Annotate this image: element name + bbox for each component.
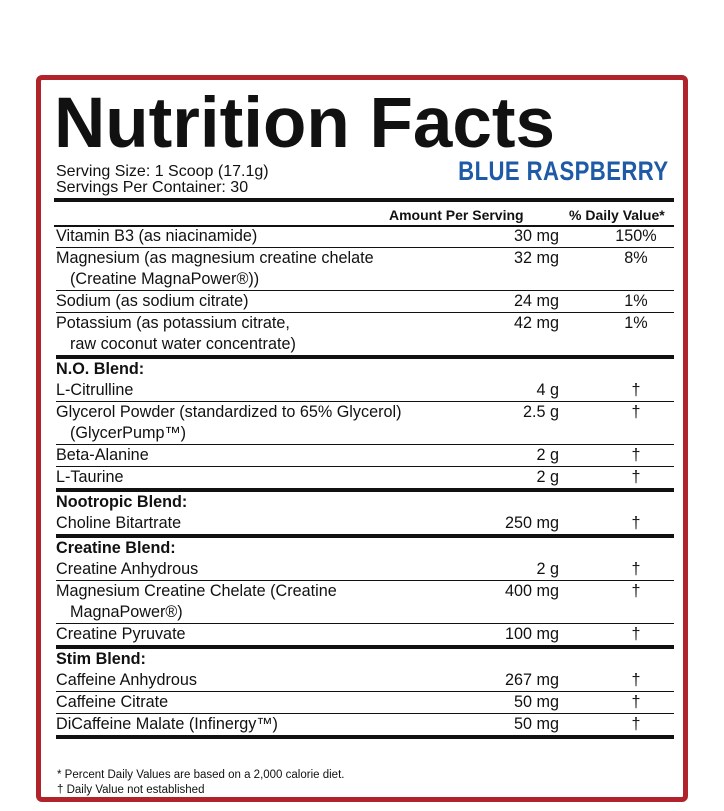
nutrient-row [56, 313, 674, 359]
nutrient-amount: 30 mg [514, 227, 559, 245]
nutrient-name: Magnesium (as magnesium creatine chelate (Creatine MagnaPower®)) [56, 248, 674, 290]
section-label: Nootropic Blend: [56, 493, 188, 511]
nutrient-daily-value: † [631, 381, 641, 399]
header-rule [54, 198, 674, 202]
nutrient-name: Vitamin B3 (as niacinamide) [56, 227, 258, 245]
nutrient-name: Creatine Anhydrous [56, 560, 199, 578]
section-heading [56, 359, 674, 380]
nutrient-daily-value: 1% [624, 292, 648, 310]
nutrient-name: Caffeine Anhydrous [56, 671, 197, 689]
nutrient-amount: 250 mg [505, 514, 559, 532]
nutrient-name-continued: MagnaPower®) [70, 603, 183, 621]
nutrient-row [56, 380, 674, 402]
section-heading [56, 538, 674, 559]
nutrient-name: Choline Bitartrate [56, 514, 182, 532]
nutrient-amount: 32 mg [514, 249, 559, 267]
nutrient-daily-value: 150% [615, 227, 657, 245]
nutrient-daily-value: † [631, 403, 641, 421]
nutrient-row [56, 291, 674, 313]
nutrient-row [56, 445, 674, 467]
nutrient-amount: 50 mg [514, 715, 559, 733]
nutrient-amount: 100 mg [505, 625, 559, 643]
nutrient-amount: 42 mg [514, 314, 559, 332]
section-label: Stim Blend: [56, 650, 146, 668]
nutrient-name: DiCaffeine Malate (Infinergy™) [56, 715, 278, 733]
nutrient-name-continued: (GlycerPump™) [70, 424, 187, 442]
nutrient-amount: 2 g [536, 560, 559, 578]
flavor-label: BLUE RASPBERRY [458, 156, 669, 186]
nutrient-daily-value: † [631, 625, 641, 643]
panel-title: Nutrition Facts [54, 84, 555, 163]
nutrient-row [56, 513, 674, 538]
nutrient-daily-value: 8% [624, 249, 648, 267]
nutrient-name-continued: raw coconut water concentrate) [70, 335, 296, 353]
nutrient-table [56, 226, 674, 739]
nutrition-facts-panel [36, 75, 688, 802]
nutrient-row [56, 670, 674, 692]
nutrient-name: Glycerol Powder (standardized to 65% Glycerol) (GlycerPump™) [56, 402, 674, 444]
nutrient-name: Sodium (as sodium citrate) [56, 292, 249, 310]
nutrient-amount: 2 g [536, 446, 559, 464]
nutrient-row [56, 714, 674, 739]
nutrient-name-continued: (Creatine MagnaPower®)) [70, 270, 260, 288]
serving-size: Serving Size: 1 Scoop (17.1g) [56, 163, 269, 180]
nutrient-daily-value: † [631, 671, 641, 689]
servings-per-container: Servings Per Container: 30 [56, 179, 249, 196]
nutrient-row [56, 467, 674, 492]
nutrient-daily-value: † [631, 715, 641, 733]
serving-info [56, 164, 269, 196]
nutrient-row [56, 581, 674, 624]
nutrient-amount: 400 mg [505, 582, 559, 600]
nutrient-name: L-Taurine [56, 468, 124, 486]
nutrient-daily-value: † [631, 693, 641, 711]
footnote-dagger: † Daily Value not established [57, 784, 205, 796]
nutrient-name: Magnesium Creatine Chelate (Creatine MagnaPower®) [56, 581, 674, 623]
nutrient-daily-value: † [631, 582, 641, 600]
nutrient-name: Beta-Alanine [56, 446, 149, 464]
nutrient-row [56, 402, 674, 445]
nutrient-amount: 2.5 g [522, 403, 559, 421]
nutrient-amount: 267 mg [505, 671, 559, 689]
nutrient-name: Caffeine Citrate [56, 693, 169, 711]
nutrient-name: Potassium (as potassium citrate, raw coconut water concentrate) [56, 313, 674, 355]
nutrient-name: Creatine Pyruvate [56, 625, 186, 643]
nutrient-row [56, 624, 674, 649]
nutrient-row [56, 559, 674, 581]
nutrient-daily-value: 1% [624, 314, 648, 332]
nutrient-amount: 24 mg [514, 292, 559, 310]
nutrient-amount: 4 g [536, 381, 559, 399]
section-label: Creatine Blend: [56, 539, 176, 557]
section-heading [56, 492, 674, 513]
nutrient-daily-value: † [631, 514, 641, 532]
amount-header: Amount Per Serving [389, 207, 524, 223]
nutrient-daily-value: † [631, 560, 641, 578]
nutrient-row [56, 248, 674, 291]
nutrient-row [56, 692, 674, 714]
nutrient-daily-value: † [631, 468, 641, 486]
nutrient-name: L-Citrulline [56, 381, 134, 399]
nutrient-daily-value: † [631, 446, 641, 464]
nutrient-amount: 2 g [536, 468, 559, 486]
nutrient-row [56, 226, 674, 248]
section-heading [56, 649, 674, 670]
section-label: N.O. Blend: [56, 360, 145, 378]
nutrient-amount: 50 mg [514, 693, 559, 711]
dv-header: % Daily Value* [569, 207, 665, 223]
footnote-dv: * Percent Daily Values are based on a 2,000 calorie diet. [57, 769, 345, 781]
